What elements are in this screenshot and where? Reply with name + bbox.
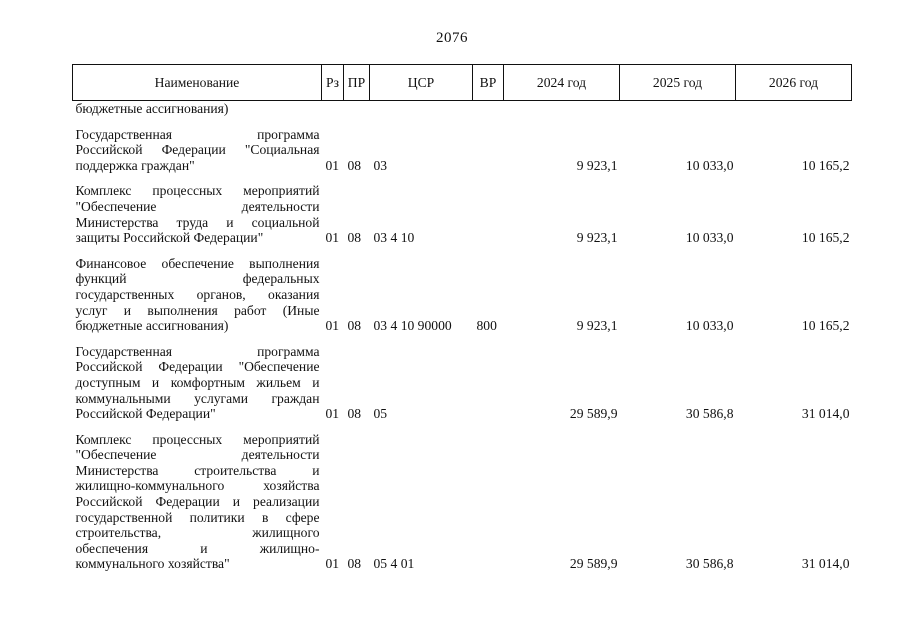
- cell-rz: 01: [325, 318, 340, 334]
- name-line: защиты Российской Федерации": [75, 230, 264, 246]
- cell-vr: 800: [476, 318, 497, 334]
- table-row: [73, 246, 852, 334]
- name-line: "Обеспечение деятельности: [75, 447, 320, 463]
- cell-2026: 10 165,2: [801, 318, 850, 334]
- table-row: [73, 334, 852, 422]
- cell-vr: [473, 334, 504, 422]
- name-line: государственной политики в сфере: [75, 509, 320, 525]
- page-number: 2076: [436, 30, 468, 46]
- cell-vr: [473, 117, 504, 174]
- cell-rz: 01: [325, 157, 340, 173]
- column-header-vr: ВР: [473, 65, 504, 101]
- column-header-2025: 2025 год: [620, 65, 736, 101]
- name-line: государственных органов, оказания: [75, 286, 320, 302]
- cell-2024: 9 923,1: [576, 157, 618, 173]
- name-line: "Обеспечение деятельности: [75, 198, 320, 214]
- name-line: Финансовое обеспечение выполнения: [75, 255, 320, 271]
- cell-pr: 08: [347, 157, 362, 173]
- cell-2025: 10 033,0: [685, 318, 734, 334]
- table-row: [73, 117, 852, 174]
- name-line: жилищно-коммунального хозяйства: [75, 478, 320, 494]
- cell-rz: 01: [325, 406, 340, 422]
- budget-table: [72, 64, 852, 572]
- cell-2026: 10 165,2: [801, 157, 850, 173]
- cell-csr: 03 4 10 90000: [373, 318, 452, 334]
- name-line: Российской Федерации "Обеспечение: [75, 359, 320, 375]
- cell-pr: 08: [347, 406, 362, 422]
- cell-2025: [620, 101, 736, 117]
- name-line: Российской Федерации и реализации: [75, 494, 320, 510]
- cell-name: [73, 173, 322, 245]
- name-line: Российской Федерации "Социальная: [75, 142, 320, 158]
- column-header-2026: 2026 год: [736, 65, 852, 101]
- name-line: Министерства труда и социальной: [75, 214, 320, 230]
- cell-vr: [473, 422, 504, 572]
- cell-2025: 10 033,0: [685, 157, 734, 173]
- cell-2024: 9 923,1: [576, 318, 618, 334]
- cell-2024: 29 589,9: [569, 556, 618, 572]
- column-header-name: Наименование: [73, 65, 322, 101]
- cell-csr: 05 4 01: [373, 556, 415, 572]
- cell-pr: 08: [347, 230, 362, 246]
- name-line: Комплекс процессных мероприятий: [75, 431, 320, 447]
- cell-rz: 01: [325, 230, 340, 246]
- cell-csr: 03: [373, 157, 388, 173]
- cell-name: [73, 334, 322, 422]
- cell-2024: 29 589,9: [569, 406, 618, 422]
- cell-2025: 30 586,8: [685, 556, 734, 572]
- name-line: бюджетные ассигнования): [75, 101, 229, 116]
- cell-csr: 05: [373, 406, 388, 422]
- column-header-pr: ПР: [344, 65, 370, 101]
- cell-2024: [504, 101, 620, 117]
- cell-2026: 31 014,0: [801, 556, 850, 572]
- name-line: Российской Федерации": [75, 406, 216, 422]
- cell-vr: [473, 173, 504, 245]
- name-line: услуг и выполнения работ (Иные: [75, 302, 320, 318]
- table-row: [73, 422, 852, 572]
- table-body: [73, 101, 852, 573]
- name-line: бюджетные ассигнования): [75, 318, 229, 334]
- name-line: функций федеральных: [75, 271, 320, 287]
- cell-rz: [322, 101, 344, 117]
- cell-csr: 03 4 10: [373, 230, 415, 246]
- table-row: [73, 173, 852, 245]
- cell-2025: 10 033,0: [685, 230, 734, 246]
- name-line: Министерства строительства и: [75, 462, 320, 478]
- cell-2024: 9 923,1: [576, 230, 618, 246]
- name-line: строительства, жилищного: [75, 525, 320, 541]
- column-header-csr: ЦСР: [370, 65, 473, 101]
- name-line: обеспечения и жилищно-: [75, 540, 320, 556]
- cell-vr: [473, 101, 504, 117]
- cell-2026: 31 014,0: [801, 406, 850, 422]
- cell-name: [73, 422, 322, 572]
- name-line: коммунальными услугами граждан: [75, 390, 320, 406]
- name-line: Государственная программа: [75, 126, 320, 142]
- cell-2026: [736, 101, 852, 117]
- name-line: доступным и комфортным жильем и: [75, 374, 320, 390]
- cell-2025: 30 586,8: [685, 406, 734, 422]
- cell-pr: [344, 101, 370, 117]
- name-line: поддержка граждан": [75, 157, 195, 173]
- column-header-rz: Рз: [322, 65, 344, 101]
- cell-2026: 10 165,2: [801, 230, 850, 246]
- cell-csr: [370, 101, 473, 117]
- name-line: Комплекс процессных мероприятий: [75, 183, 320, 199]
- cell-pr: 08: [347, 318, 362, 334]
- table-header: [73, 65, 852, 101]
- column-header-2024: 2024 год: [504, 65, 620, 101]
- cell-pr: 08: [347, 556, 362, 572]
- cell-name: [73, 101, 322, 117]
- name-line: Государственная программа: [75, 343, 320, 359]
- cell-name: [73, 246, 322, 334]
- cell-rz: 01: [325, 556, 340, 572]
- cell-name: [73, 117, 322, 174]
- table-row: [73, 101, 852, 117]
- name-line: коммунального хозяйства": [75, 556, 230, 572]
